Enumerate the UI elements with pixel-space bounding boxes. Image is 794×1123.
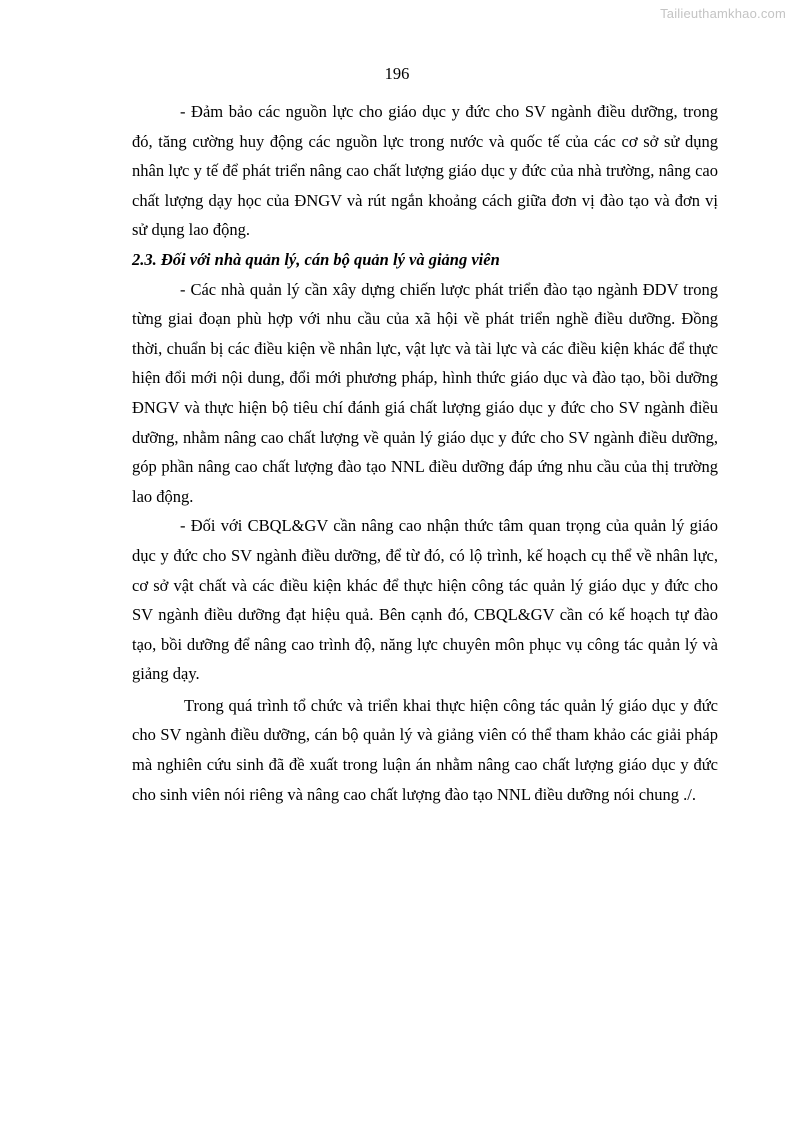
paragraph-cbql-gv: - Đối với CBQL&GV cần nâng cao nhận thức tâm quan trọng của quản lý giáo dục y đức cho SV ngành điều dưỡng, để từ đó, có lộ trình, kế hoạch cụ thể về nhân lực, cơ sở vật chất và các điều kiện khác để thực hiện công tác quản lý giáo dục y đức cho SV ngành điều dưỡng đạt hiệu quả. Bên cạnh đó, CBQL&GV cần có kế hoạch tự đào tạo, bồi dưỡng để nâng cao trình độ, năng lực chuyên môn phục vụ công tác quản lý và giảng dạy. (132, 516, 718, 684)
paragraph-managers: - Các nhà quản lý cần xây dựng chiến lược phát triển đào tạo ngành ĐDV trong từng giai đoạn phù hợp với nhu cầu của xã hội về phát triển nghề điều dưỡng. Đồng thời, chuẩn bị các điều kiện về nhân lực, vật lực và tài lực và các điều kiện khác để thực hiện đổi mới nội dung, đổi mới phương pháp, hình thức giáo dục và đào tạo, bồi dưỡng ĐNGV và thực hiện bộ tiêu chí đánh giá chất lượng giáo dục y đức cho SV ngành điều dưỡng, nhằm nâng cao chất lượng về quản lý giáo dục y đức cho SV ngành điều dưỡng, góp phần nâng cao chất lượng đào tạo NNL điều dưỡng đáp ứng nhu cầu của thị trường lao động. (132, 279, 718, 506)
page-number: 196 (384, 64, 410, 83)
document-body (132, 97, 718, 809)
paragraph-resources: - Đảm bảo các nguồn lực cho giáo dục y đức cho SV ngành điều dưỡng, trong đó, tăng cường huy động các nguồn lực trong nước và quốc tế của các cơ sở sử dụng nhân lực y tế để phát triển nâng cao chất lượng giáo dục y đức của nhà trường, nâng cao chất lượng dạy học của ĐNGV và rút ngắn khoảng cách giữa đơn vị đào tạo và đơn vị sử dụng lao động. (132, 102, 718, 240)
paragraph-conclusion: Trong quá trình tổ chức và triển khai thực hiện công tác quản lý giáo dục y đức cho SV ngành điều dưỡng, cán bộ quản lý và giảng viên có thể tham khảo các giải pháp mà nghiên cứu sinh đã đề xuất trong luận án nhằm nâng cao chất lượng giáo dục y đức cho sinh viên nói riêng và nâng cao chất lượng đào tạo NNL điều dưỡng nói chung ./. (132, 695, 718, 804)
section-heading: 2.3. Đối với nhà quản lý, cán bộ quản lý và giảng viên (132, 249, 500, 269)
watermark: Tailieuthamkhao.com (660, 6, 786, 21)
